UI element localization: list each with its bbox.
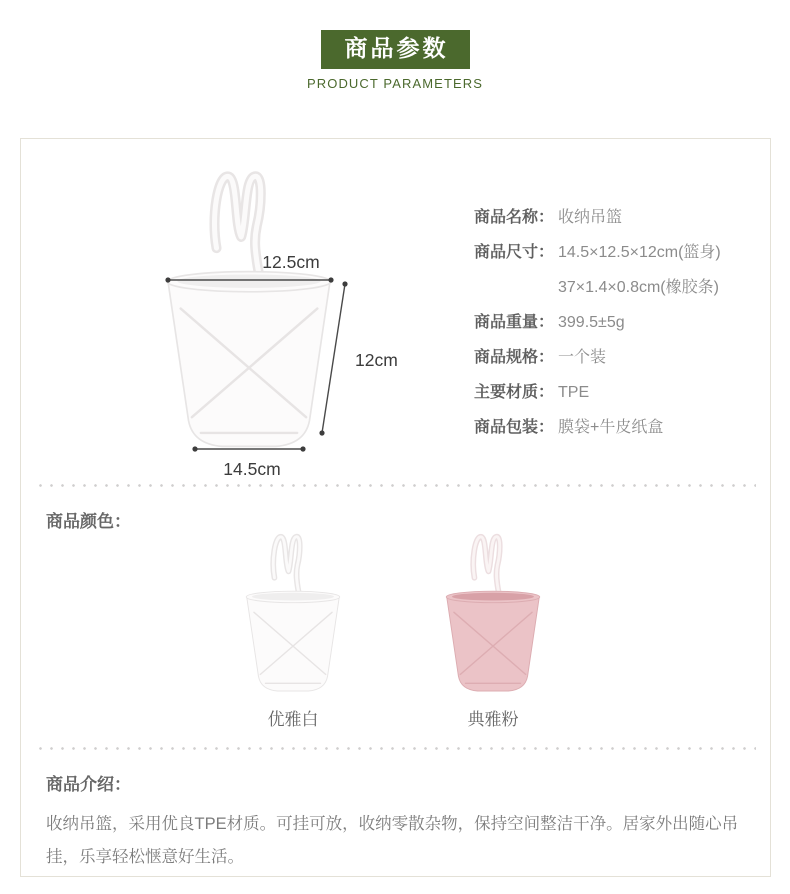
- spec-list: [474, 207, 774, 452]
- spec-label: 商品规格：: [474, 348, 555, 366]
- dimension-bottom-width: [192, 446, 305, 479]
- spec-row-weight: [474, 312, 774, 333]
- product-image-pink: [429, 529, 557, 702]
- spec-row-quantity: [474, 347, 774, 368]
- spec-value: 37×1.4×0.8cm(橡胶条): [558, 278, 719, 296]
- color-variant-white: [218, 529, 368, 730]
- spec-label: 商品名称：: [474, 208, 555, 226]
- spec-value: 收纳吊篮: [558, 208, 623, 226]
- parameters-section: [21, 139, 770, 484]
- svg-text:12cm: 12cm: [355, 349, 398, 370]
- spec-value: 膜袋+牛皮纸盒: [558, 418, 664, 436]
- spec-label: 商品包装：: [474, 418, 555, 436]
- svg-text:12.5cm: 12.5cm: [262, 251, 320, 272]
- intro-text: 收纳吊篮，采用优良TPE材质。可挂可放，收纳零散杂物，保持空间整洁干净。居家外出随心吊挂，乐享轻松惬意好生活。: [46, 814, 739, 866]
- spec-value: 14.5×12.5×12cm(篮身): [558, 243, 721, 261]
- product-image-main: [105, 157, 415, 482]
- spec-row-size-cont: [474, 277, 774, 298]
- spec-value: 一个装: [558, 348, 607, 366]
- spec-row-size: [474, 242, 774, 263]
- color-variant-pink: [418, 529, 568, 730]
- spec-label-spacer: [474, 277, 558, 298]
- color-section: [21, 487, 770, 747]
- section-title-banner: 商品参数: [321, 30, 470, 69]
- spec-value: 399.5±5g: [558, 313, 625, 331]
- spec-value: TPE: [558, 383, 590, 401]
- page-header: [0, 0, 790, 91]
- intro-section-label: 商品介绍：: [46, 774, 131, 794]
- spec-label: 商品尺寸：: [474, 243, 555, 261]
- product-parameters-card: [20, 138, 771, 877]
- spec-label: 主要材质：: [474, 383, 555, 401]
- spec-row-name: [474, 207, 774, 228]
- dimension-height: [319, 281, 397, 435]
- variant-name: 优雅白: [267, 709, 319, 729]
- svg-text:14.5cm: 14.5cm: [223, 458, 281, 479]
- spec-label: 商品重量：: [474, 313, 555, 331]
- variant-name: 典雅粉: [467, 709, 519, 729]
- intro-section: [21, 750, 770, 874]
- product-image-white: [229, 529, 357, 702]
- spec-row-material: [474, 382, 774, 403]
- section-subtitle: PRODUCT PARAMETERS: [306, 75, 484, 91]
- spec-row-packaging: [474, 417, 774, 438]
- color-section-label: 商品颜色：: [46, 511, 131, 531]
